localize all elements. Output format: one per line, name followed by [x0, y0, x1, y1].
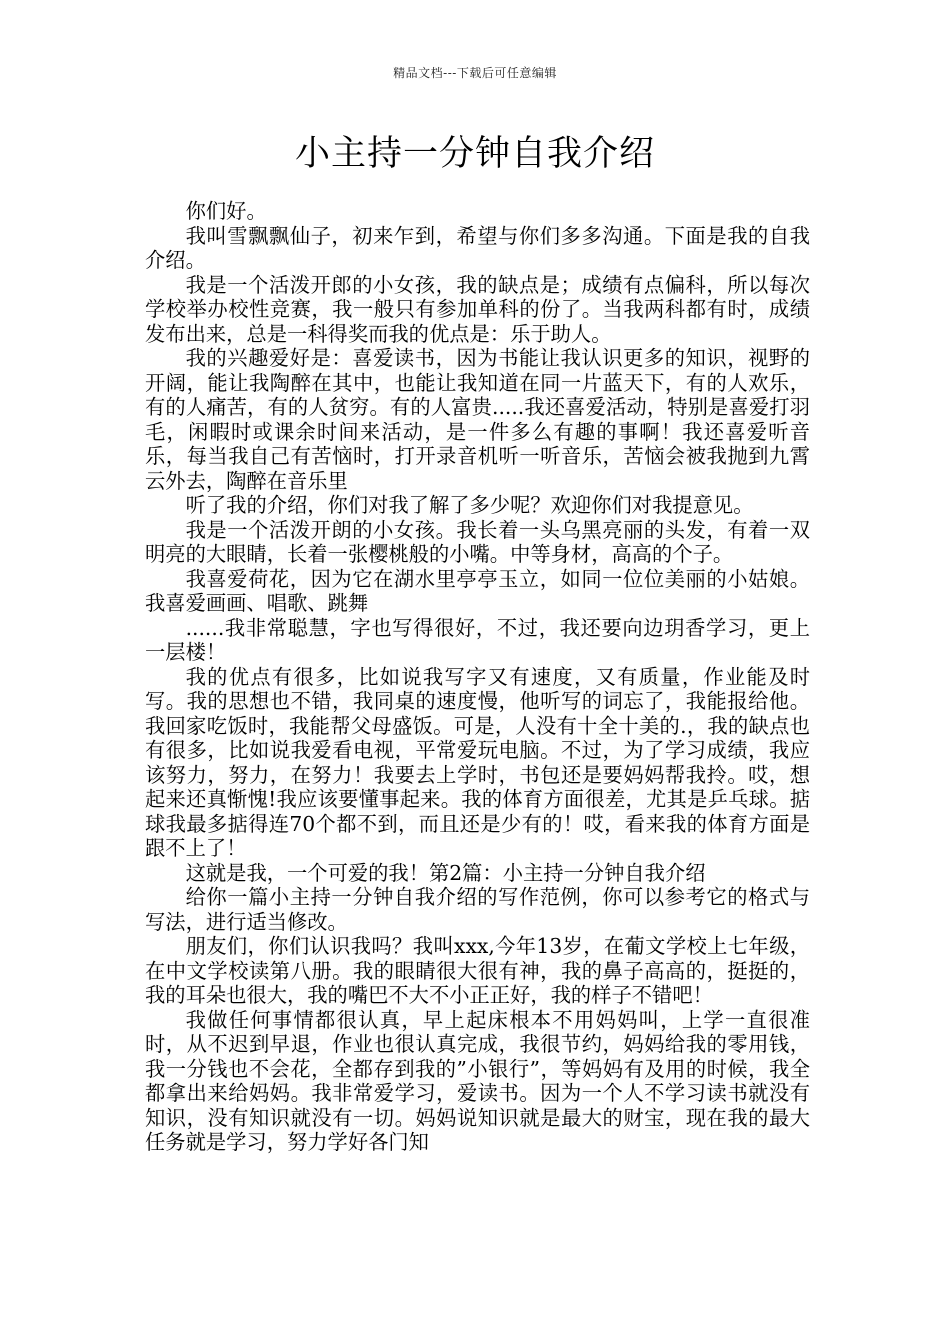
paragraph: 给你一篇小主持一分钟自我介绍的写作范例，你可以参考它的格式与写法，进行适当修改。 [145, 885, 810, 934]
paragraph: 我做任何事情都很认真，早上起床根本不用妈妈叫，上学一直很准时，从不迟到早退，作业也很认真完成，我很节约，妈妈给我的零用钱，我一分钱也不会花，全都存到我的”小银行”，等妈妈有及用的时候，我全都拿出来给妈妈。我非常爱学习，爱读书。因为一个人不学习读书就没有知识，没有知识就没有一切。妈妈说知识就是最大的财宝，现在我的最大任务就是学习，努力学好各门知 [145, 1007, 810, 1154]
paragraph: 我是一个活泼开郎的小女孩，我的缺点是；成绩有点偏科，所以每次学校举办校性竞赛，我一般只有参加单科的份了。当我两科都有时，成绩发布出来，总是一科得奖而我的优点是：乐于助人。 [145, 272, 810, 346]
document-title: 小主持一分钟自我介绍 [294, 134, 655, 174]
paragraph: 朋友们，你们认识我吗？我叫xxx,今年13岁，在葡文学校上七年级，在中文学校读第八册。我的眼睛很大很有神，我的鼻子高高的，挺挺的，我的耳朵也很大，我的嘴巴不大不小正正好，我的样子不错吧！ [145, 934, 810, 1007]
paragraph: 我的优点有很多，比如说我写字又有速度，又有质量，作业能及时写。我的思想也不错，我同桌的速度慢，他听写的词忘了，我能报给他。我回家吃饭时，我能帮父母盛饭。可是，人没有十全十美的.，我的缺点也有很多，比如说我爱看电视，平常爱玩电脑。不过，为了学习成绩，我应该努力，努力，在努力！我要去上学时，书包还是要妈妈帮我拎。哎，想起来还真惭愧!我应该要懂事起来。我的体育方面很差，尤其是乒乓球。掂球我最多掂得连70个都不到，而且还是少有的！哎，看来我的体育方面是跟不上了！ [145, 664, 810, 860]
document-body [145, 199, 810, 1155]
paragraph: ......我非常聪慧，字也写得很好，不过，我还要向边玥香学习，更上一层楼！ [145, 615, 810, 664]
paragraph: 我叫雪飘飘仙子，初来乍到，希望与你们多多沟通。下面是我的自我介绍。 [145, 223, 810, 272]
paragraph: 我是一个活泼开朗的小女孩。我长着一头乌黑亮丽的头发，有着一双明亮的大眼睛，长着一张樱桃般的小嘴。中等身材，高高的个子。 [145, 517, 810, 566]
paragraph: 这就是我，一个可爱的我！第2篇：小主持一分钟自我介绍 [185, 860, 706, 885]
paragraph: 你们好。 [185, 199, 267, 223]
paragraph: 我的兴趣爱好是：喜爱读书，因为书能让我认识更多的知识，视野的开阔，能让我陶醉在其中，也能让我知道在同一片蓝天下，有的人欢乐，有的人痛苦，有的人贫穷。有的人富贵.....我还喜爱活动，特别是喜爱打羽毛，闲暇时或课余时间来活动，是一件多么有趣的事啊！我还喜爱听音乐，每当我自己有苦恼时，打开录音机听一听音乐，苦恼会被我抛到九霄云外去，陶醉在音乐里 [145, 346, 810, 493]
paragraph: 我喜爱荷花，因为它在湖水里亭亭玉立，如同一位位美丽的小姑娘。我喜爱画画、唱歌、跳舞 [145, 566, 810, 615]
page-header: 精品文档---下载后可任意编辑 [393, 66, 557, 80]
paragraph: 听了我的介绍，你们对我了解了多少呢？欢迎你们对我提意见。 [185, 493, 754, 517]
